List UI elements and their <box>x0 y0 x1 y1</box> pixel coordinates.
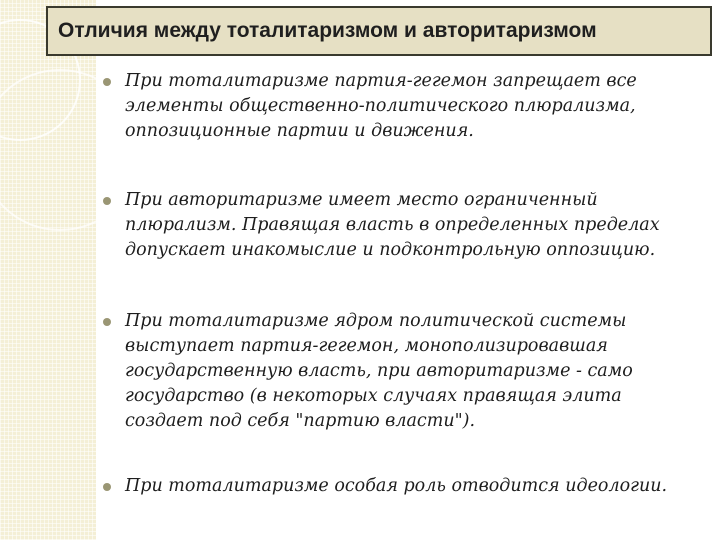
bullet-dot-icon <box>103 483 111 491</box>
decorative-side-strip <box>0 0 96 540</box>
bullet-text: При авторитаризме имеет место ограниченный плюрализм. Правящая власть в определенных пределах допускает инакомыслие и подконтрольную оппозицию. <box>125 190 660 260</box>
bullet-text: При тоталитаризме ядром политической системы выступает партия-гегемон, монополизировавшая государственную власть, при авторитаризме - само государство (в некоторых случаях правящая элита создает под себя "партию власти"). <box>125 311 633 431</box>
slide-title: Отличия между тоталитаризмом и авторитаризмом <box>58 19 597 42</box>
decorative-circles <box>0 0 96 540</box>
bullet-dot-icon <box>103 197 111 205</box>
bullet-item <box>103 188 703 263</box>
bullet-dot-icon <box>103 78 111 86</box>
slide-title-bar <box>46 6 712 56</box>
bullet-text: При тоталитаризме особая роль отводится идеологии. <box>125 476 668 496</box>
bullet-item <box>103 474 703 499</box>
bullet-item <box>103 69 703 144</box>
bullet-list <box>103 64 703 499</box>
bullet-dot-icon <box>103 318 111 326</box>
bullet-item <box>103 309 703 434</box>
bullet-text: При тоталитаризме партия-гегемон запрещает все элементы общественно-политического плюрализма, оппозиционные партии и движения. <box>125 71 637 141</box>
